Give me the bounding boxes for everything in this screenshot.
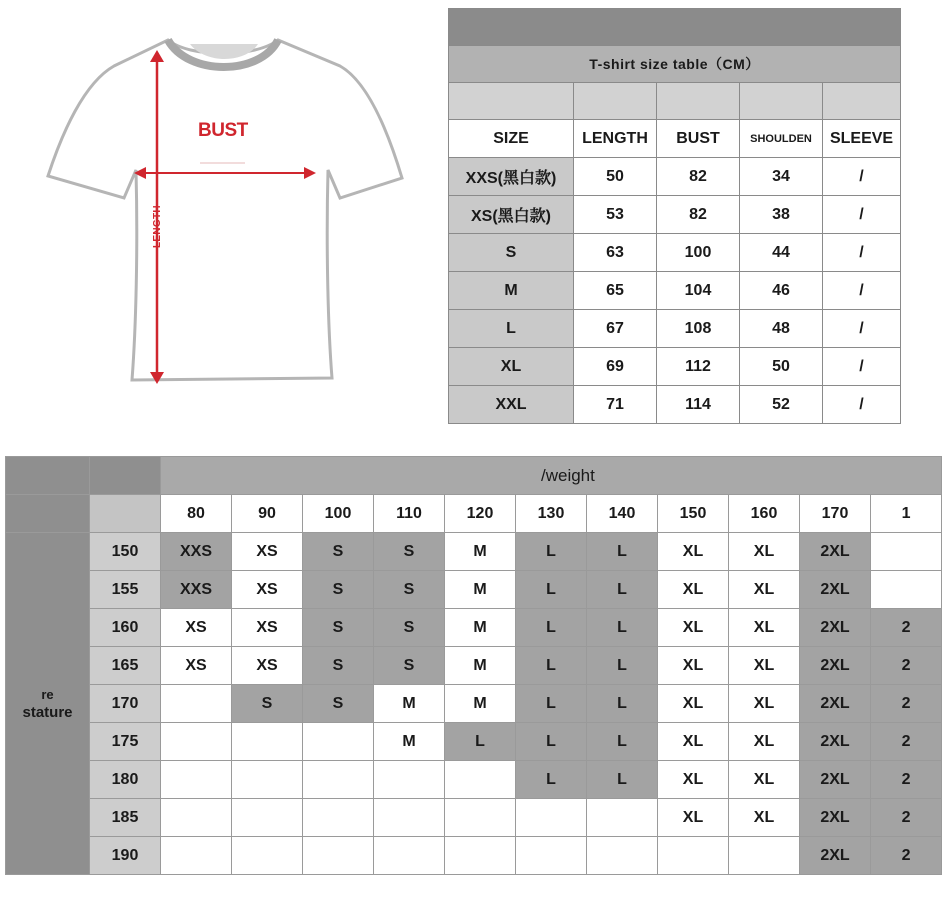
fit-cell: M [445,533,516,571]
header-shoulder: SHOULDEN [740,120,823,158]
weight-header-cell: 90 [232,495,303,533]
fit-cell: S [303,647,374,685]
weight-header-cell: 80 [161,495,232,533]
fit-cell [232,799,303,837]
fit-cell: XL [658,533,729,571]
fit-cell [516,837,587,875]
size-table [448,8,901,424]
size-row-bust: 108 [657,310,740,348]
size-row-sleeve: / [823,158,901,196]
fit-cell: XL [658,685,729,723]
fit-cell: L [516,761,587,799]
size-row-size: L [449,310,574,348]
fit-cell: XL [729,761,800,799]
size-row [449,386,901,424]
fit-cell: 2XL [800,685,871,723]
fit-cell: L [587,571,658,609]
fit-cell: XL [658,799,729,837]
fit-cell: 2 [871,609,942,647]
fit-cell: XS [232,609,303,647]
fit-cell: L [516,647,587,685]
size-row-size: XL [449,348,574,386]
size-row [449,234,901,272]
fit-cell: XL [729,723,800,761]
fit-cell: 2 [871,761,942,799]
weight-header-cell: 100 [303,495,374,533]
fit-cell: 2XL [800,647,871,685]
fit-cell: 2XL [800,837,871,875]
fit-cell: 2XL [800,761,871,799]
size-row-size: M [449,272,574,310]
size-row-bust: 82 [657,158,740,196]
fit-cell: L [516,571,587,609]
fit-cell [374,837,445,875]
fit-cell: XS [161,609,232,647]
fit-cell [516,799,587,837]
fit-cell: 2XL [800,571,871,609]
fit-cell: L [445,723,516,761]
stature-value: 170 [90,685,161,723]
fit-cell: XL [729,571,800,609]
fit-cell: XS [232,571,303,609]
weight-header-cell: 1 [871,495,942,533]
size-row-sleeve: / [823,310,901,348]
fit-cell: L [516,723,587,761]
fit-chart-table [5,456,942,875]
fit-cell: M [445,571,516,609]
fit-cell: XL [729,799,800,837]
fit-cell [232,837,303,875]
size-table-title-row [449,46,901,83]
size-table-header-row [449,120,901,158]
fit-cell: 2XL [800,723,871,761]
fit-cell: XS [232,647,303,685]
fit-cell [303,837,374,875]
fit-cell [374,761,445,799]
stature-axis-label [6,533,90,875]
fit-cell [232,723,303,761]
weight-header-row [6,495,942,533]
header-bust: BUST [657,120,740,158]
fit-row [6,647,942,685]
fit-cell: XL [658,761,729,799]
weight-header-cell: 110 [374,495,445,533]
fit-cell [303,799,374,837]
fit-cell: S [374,571,445,609]
size-row-size: XS(黑白款) [449,196,574,234]
size-row-bust: 104 [657,272,740,310]
size-row-shoulder: 44 [740,234,823,272]
size-row-sleeve: / [823,234,901,272]
header-sleeve: SLEEVE [823,120,901,158]
fit-cell: 2 [871,685,942,723]
fit-cell: XXS [161,571,232,609]
fit-cell [445,799,516,837]
size-table-spacer-row [449,83,901,120]
fit-cell [445,761,516,799]
fit-cell: 2 [871,837,942,875]
fit-cell: L [587,685,658,723]
fit-cell: XS [161,647,232,685]
size-row-length: 71 [574,386,657,424]
fit-chart-title-row [6,457,942,495]
size-row-length: 53 [574,196,657,234]
fit-cell: L [516,685,587,723]
bust-label: BUST [198,120,248,141]
fit-row [6,609,942,647]
fit-chart-body [6,533,942,875]
fit-row [6,723,942,761]
size-row [449,196,901,234]
fit-cell [445,837,516,875]
size-row-sleeve: / [823,386,901,424]
size-row-shoulder: 48 [740,310,823,348]
size-row-sleeve: / [823,272,901,310]
fit-cell: L [587,647,658,685]
fit-cell: S [303,533,374,571]
stature-value: 185 [90,799,161,837]
fit-cell: S [232,685,303,723]
stature-value: 190 [90,837,161,875]
fit-cell: L [587,723,658,761]
size-row-shoulder: 46 [740,272,823,310]
fit-cell [729,837,800,875]
fit-cell [161,799,232,837]
size-row-sleeve: / [823,196,901,234]
fit-cell: XL [729,609,800,647]
fit-cell [587,799,658,837]
fit-cell: M [445,609,516,647]
length-label: LENGTH [152,205,163,248]
size-row-shoulder: 52 [740,386,823,424]
weight-header-cell: 160 [729,495,800,533]
header-size: SIZE [449,120,574,158]
size-row [449,158,901,196]
header-length: LENGTH [574,120,657,158]
size-row-shoulder: 34 [740,158,823,196]
fit-cell: S [374,533,445,571]
fit-row [6,799,942,837]
tshirt-outline-icon [40,28,410,398]
size-table-top-band [449,9,901,46]
size-row-length: 50 [574,158,657,196]
stature-value: 160 [90,609,161,647]
fit-cell: 2 [871,723,942,761]
stature-value: 155 [90,571,161,609]
size-row-length: 69 [574,348,657,386]
fit-cell: L [516,533,587,571]
fit-cell: XL [658,647,729,685]
fit-cell [161,685,232,723]
stature-value: 165 [90,647,161,685]
fit-cell: XL [729,647,800,685]
size-row [449,348,901,386]
stature-label: stature [22,703,73,721]
fit-cell [161,723,232,761]
fit-cell [871,571,942,609]
fit-row [6,571,942,609]
fit-cell [161,837,232,875]
fit-cell: XL [658,571,729,609]
fit-cell: XL [729,685,800,723]
fit-cell: S [303,685,374,723]
size-row-length: 65 [574,272,657,310]
fit-cell: 2XL [800,609,871,647]
weight-title: /weight [161,457,942,495]
fit-cell: 2XL [800,533,871,571]
size-row-shoulder: 50 [740,348,823,386]
stature-value: 180 [90,761,161,799]
size-row [449,310,901,348]
fit-row [6,761,942,799]
weight-header-cell: 170 [800,495,871,533]
fit-cell: M [445,685,516,723]
weight-header-cell: 150 [658,495,729,533]
fit-cell [658,837,729,875]
fit-cell [374,799,445,837]
weight-header-cell: 140 [587,495,658,533]
fit-cell: 2 [871,647,942,685]
fit-cell: L [516,609,587,647]
fit-cell [232,761,303,799]
fit-cell [303,761,374,799]
size-table-title: T-shirt size table（CM） [449,46,901,83]
stature-value: 175 [90,723,161,761]
size-row-size: XXL [449,386,574,424]
size-row-sleeve: / [823,348,901,386]
fit-cell: XL [729,533,800,571]
fit-cell [161,761,232,799]
fit-cell: XL [658,609,729,647]
size-row-bust: 114 [657,386,740,424]
fit-cell [587,837,658,875]
fit-cell: S [374,609,445,647]
stature-label-fragment: re [41,686,54,702]
fit-cell [871,533,942,571]
fit-cell: L [587,761,658,799]
fit-cell: S [374,647,445,685]
size-row-length: 63 [574,234,657,272]
size-row-bust: 112 [657,348,740,386]
size-row-bust: 82 [657,196,740,234]
fit-row [6,837,942,875]
fit-cell: XL [658,723,729,761]
tshirt-illustration [40,28,410,398]
fit-cell: M [445,647,516,685]
fit-cell: M [374,723,445,761]
fit-row [6,533,942,571]
fit-row [6,685,942,723]
size-table-body [449,158,901,424]
stature-value: 150 [90,533,161,571]
fit-cell: M [374,685,445,723]
fit-cell: L [587,609,658,647]
fit-cell: S [303,571,374,609]
fit-cell: S [303,609,374,647]
weight-header-cell: 130 [516,495,587,533]
size-row-shoulder: 38 [740,196,823,234]
size-row [449,272,901,310]
size-row-bust: 100 [657,234,740,272]
fit-cell: 2 [871,799,942,837]
size-row-size: XXS(黑白款) [449,158,574,196]
fit-cell: 2XL [800,799,871,837]
fit-cell: L [587,533,658,571]
size-row-size: S [449,234,574,272]
weight-header-cell: 120 [445,495,516,533]
fit-cell [303,723,374,761]
size-row-length: 67 [574,310,657,348]
fit-cell: XS [232,533,303,571]
fit-cell: XXS [161,533,232,571]
